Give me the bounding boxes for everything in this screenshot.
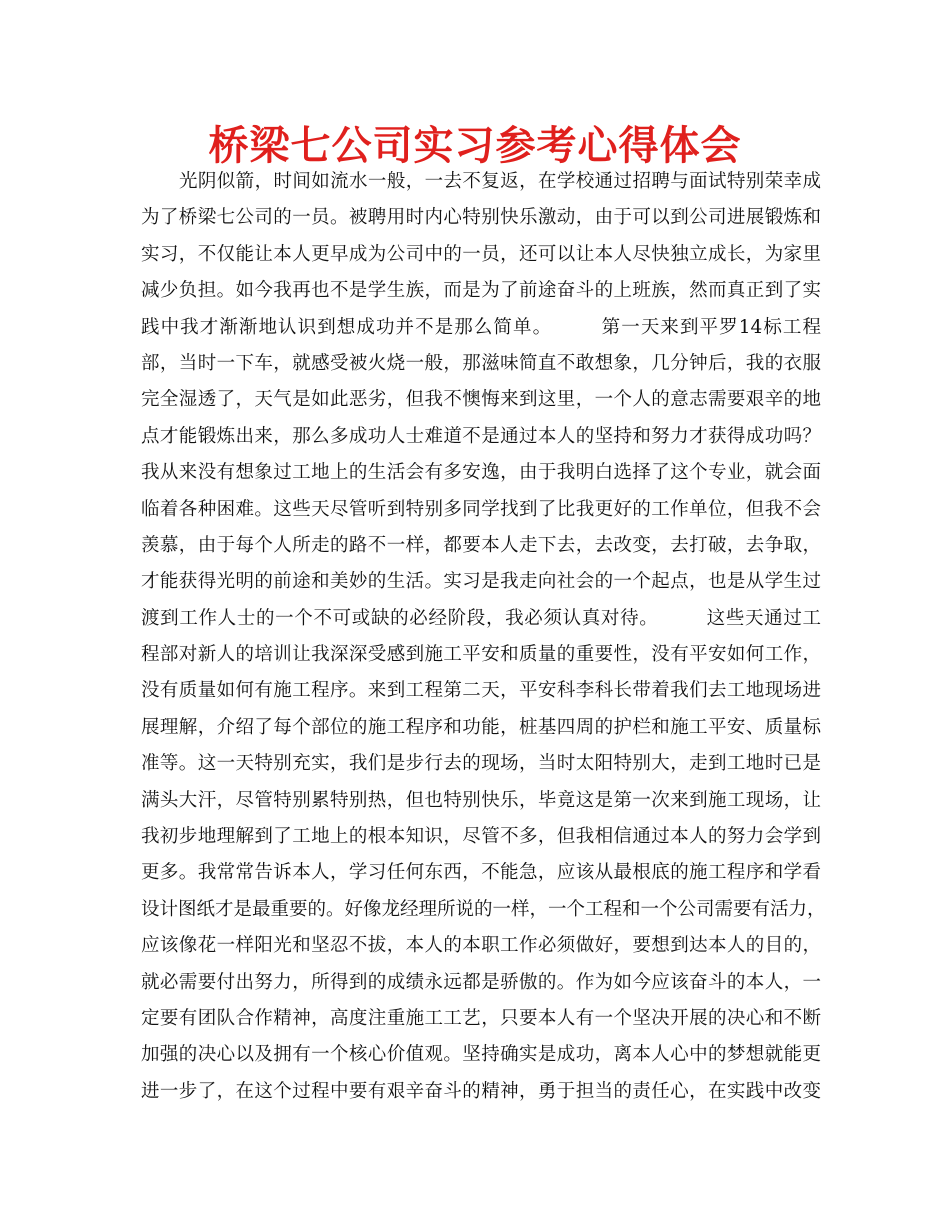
document-title: 桥梁七公司实习参考心得体会 — [208, 122, 742, 169]
text-line: 进一步了，在这个过程中要有艰辛奋斗的精神，勇于担当的责任心，在实践中改变 — [141, 1080, 821, 1102]
text-line: 满头大汗，尽管特别累特别热，但也特别快乐，毕竟这是第一次来到施工现场，让 — [141, 789, 821, 811]
text-line: 为了桥梁七公司的一员。被聘用时内心特别快乐激动，由于可以到公司进展锻炼和 — [141, 207, 821, 229]
text-line: 我初步地理解到了工地上的根本知识，尽管不多，但我相信通过本人的努力会学到 — [141, 826, 821, 848]
text-line: 设计图纸才是最重要的。好像龙经理所说的一样，一个工程和一个公司需要有活力， — [141, 898, 826, 920]
text-line: 完全湿透了，天气是如此恶劣，但我不懊悔来到这里，一个人的意志需要艰辛的地 — [141, 389, 821, 411]
text-line: 才能获得光明的前途和美妙的生活。实习是我走向社会的一个起点，也是从学生过 — [141, 571, 821, 593]
text-line: 定要有团队合作精神，高度注重施工工艺，只要本人有一个坚决开展的决心和不断 — [141, 1007, 821, 1029]
text-line: 没有质量如何有施工程序。来到工程第二天，平安科李科长带着我们去工地现场进 — [141, 680, 821, 702]
text-line: 实习，不仅能让本人更早成为公司中的一员，还可以让本人尽快独立成长，为家里 — [141, 243, 821, 265]
text-line: 加强的决心以及拥有一个核心价值观。坚持确实是成功，离本人心中的梦想就能更 — [141, 1044, 821, 1066]
text-line: 应该像花一样阳光和坚忍不拔，本人的本职工作必须做好，要想到达本人的目的， — [141, 935, 821, 957]
text-line: 光阴似箭，时间如流水一般，一去不复返，在学校通过招聘与面试特别荣幸成 — [179, 171, 821, 192]
text-line: 程部对新人的培训让我深深受感到施工平安和质量的重要性，没有平安如何工作， — [141, 644, 821, 666]
text-line: 准等。这一天特别充实，我们是步行去的现场，当时太阳特别大，走到工地时已是 — [141, 753, 821, 775]
text-line: 更多。我常常告诉本人，学习任何东西，不能急，应该从最根底的施工程序和学看 — [141, 862, 821, 884]
text-line: 部，当时一下车，就感受被火烧一般，那滋味简直不敢想象，几分钟后，我的衣服 — [141, 352, 821, 374]
text-line: 临着各种困难。这些天尽管听到特别多同学找到了比我更好的工作单位，但我不会 — [141, 498, 821, 520]
text-line: 渡到工作人士的一个不可或缺的必经阶段，我必须认真对待。 这些天通过工 — [141, 607, 821, 629]
text-line: 点才能锻炼出来，那么多成功人士难道不是通过本人的坚持和努力才获得成功吗？ — [141, 425, 821, 447]
text-line: 羡慕，由于每个人所走的路不一样，都要本人走下去，去改变，去打破，去争取， — [141, 534, 821, 556]
text-line: 展理解，介绍了每个部位的施工程序和功能，桩基四周的护栏和施工平安、质量标 — [141, 716, 821, 738]
text-line: 就必需要付出努力，所得到的成绩永远都是骄傲的。作为如今应该奋斗的本人，一 — [141, 971, 821, 993]
text-line: 践中我才渐渐地认识到想成功并不是那么简单。 第一天来到平罗14标工程 — [141, 316, 821, 338]
text-line: 减少负担。如今我再也不是学生族，而是为了前途奋斗的上班族，然而真正到了实 — [141, 280, 821, 302]
document-body — [141, 164, 826, 1110]
text-line: 我从来没有想象过工地上的生活会有多安逸，由于我明白选择了这个专业，就会面 — [141, 462, 821, 484]
